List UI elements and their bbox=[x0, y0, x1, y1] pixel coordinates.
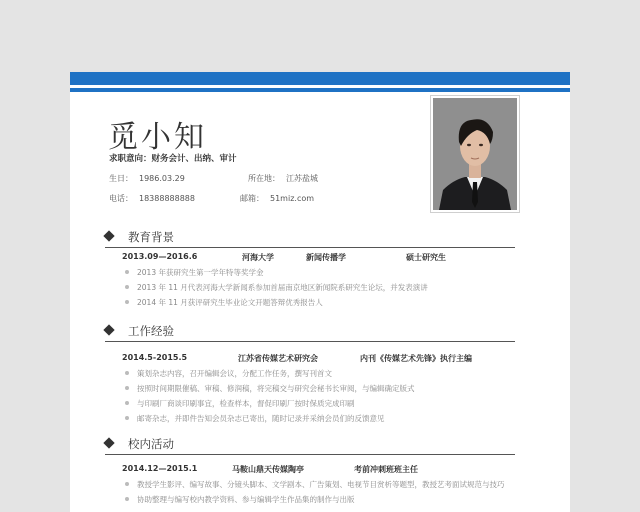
portrait-image bbox=[433, 98, 517, 210]
list-item: 与印刷厂商谈印刷事宜，检查样本，督促印刷厂按时保质完成印刷 bbox=[122, 397, 415, 412]
header-stripe bbox=[70, 88, 570, 92]
section-title-work: 工作经验 bbox=[128, 324, 174, 338]
list-item: 策划杂志内容，召开编辑会议，分配工作任务，撰写刊首文 bbox=[122, 367, 415, 382]
birth-info bbox=[109, 173, 185, 184]
section-divider bbox=[105, 341, 515, 342]
email-info bbox=[240, 193, 314, 204]
birth-label: 生日： bbox=[109, 174, 133, 183]
list-item: 协助整理与编写校内教学资料、参与编辑学生作品集的制作与出版 bbox=[122, 493, 505, 508]
education-school: 河海大学 bbox=[242, 253, 274, 262]
list-item: 教授学生影评、编写故事、分镜头脚本、文学剧本、广告策划、电视节目赏析等题型，教授艺考面试规范与技巧 bbox=[122, 478, 505, 493]
section-marker-icon bbox=[103, 230, 114, 241]
email-value: 51miz.com bbox=[270, 194, 315, 203]
campus-date: 2014.12—2015.1 bbox=[122, 464, 198, 473]
location-label: 所在地： bbox=[248, 174, 280, 183]
education-details bbox=[122, 266, 428, 311]
email-label: 邮箱： bbox=[240, 194, 264, 203]
work-org: 江苏省传媒艺术研究会 bbox=[238, 354, 318, 363]
education-degree: 硕士研究生 bbox=[406, 253, 446, 262]
job-intent: 求职意向：财务会计、出纳、审计 bbox=[109, 154, 237, 164]
resume-page bbox=[70, 72, 570, 512]
candidate-name: 觅小知 bbox=[108, 120, 207, 155]
education-date: 2013.09—2016.6 bbox=[122, 252, 198, 261]
section-title-education: 教育背景 bbox=[128, 230, 174, 244]
phone-info bbox=[109, 193, 195, 204]
work-date: 2014.5-2015.5 bbox=[122, 353, 188, 362]
location-info bbox=[248, 173, 318, 184]
section-marker-icon bbox=[103, 437, 114, 448]
profile-photo bbox=[431, 96, 519, 212]
phone-value: 18388888888 bbox=[139, 194, 195, 203]
list-item: 邮寄杂志，并即件告知会员杂志已寄出，随时记录并采纳会员们的反馈意见 bbox=[122, 412, 415, 427]
section-divider bbox=[105, 247, 515, 248]
education-major: 新闻传播学 bbox=[306, 253, 346, 262]
phone-label: 电话： bbox=[109, 194, 133, 203]
campus-details bbox=[122, 478, 505, 508]
work-role: 内刊《传媒艺术先锋》执行主编 bbox=[360, 354, 472, 363]
list-item: 按照时间期限催稿、审稿、修润稿，将完稿交与研究会秘书长审阅，与编辑确定版式 bbox=[122, 382, 415, 397]
location-value: 江苏盐城 bbox=[286, 174, 318, 183]
section-title-campus: 校内活动 bbox=[128, 437, 174, 451]
section-marker-icon bbox=[103, 324, 114, 335]
campus-role: 考前冲刺班班主任 bbox=[354, 465, 418, 474]
list-item: 2014 年 11 月获评研究生毕业论文开题答辩优秀报告人 bbox=[122, 296, 428, 311]
work-details bbox=[122, 367, 415, 427]
birth-value: 1986.03.29 bbox=[139, 174, 185, 183]
list-item: 2013 年获研究生第一学年特等奖学金 bbox=[122, 266, 428, 281]
list-item: 2013 年 11 月代表河海大学新闻系参加首届南京地区新闻院系研究生论坛，并发表演讲 bbox=[122, 281, 428, 296]
campus-org: 马鞍山鼎天传媒陶亭 bbox=[232, 465, 304, 474]
section-divider bbox=[105, 454, 515, 455]
header-band bbox=[70, 72, 570, 85]
